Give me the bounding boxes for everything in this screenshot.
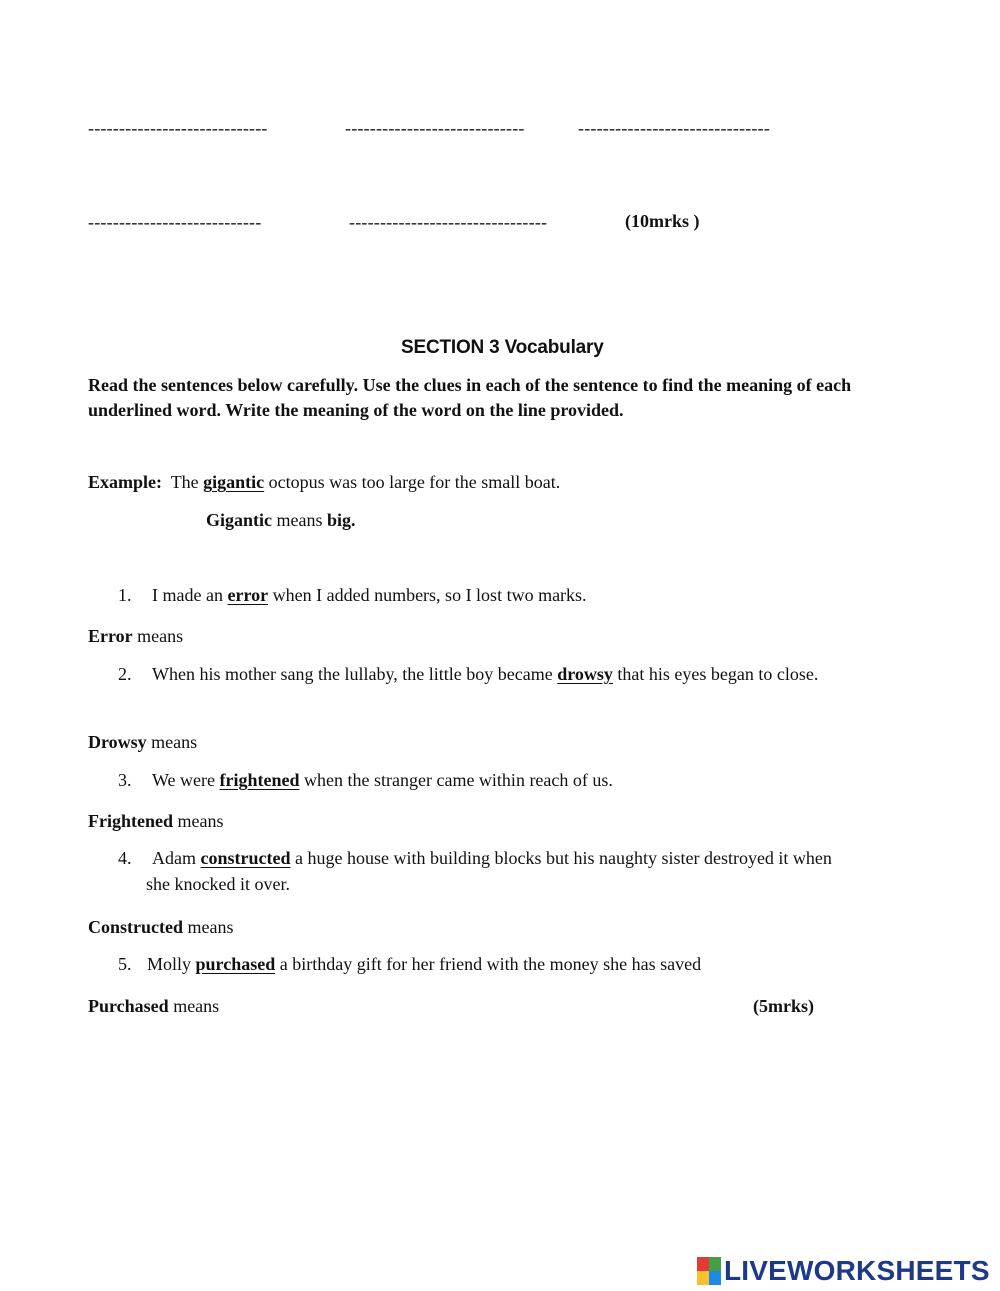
question-number: 3. (118, 770, 132, 790)
prompt-word: Drowsy (88, 732, 147, 752)
instructions: Read the sentences below carefully. Use the clues in each of the sentence to find the meaning of each underlined word. Write the meaning of the word on the line provided. (88, 375, 852, 420)
logo-mark-cell (709, 1271, 721, 1285)
prompt-1 (88, 626, 183, 647)
prompt-rest: means (177, 811, 224, 831)
question-number: 1. (118, 585, 132, 605)
logo-text: LIVEWORKSHEETS (724, 1255, 990, 1286)
answer-line-1: ----------------------------- (88, 118, 268, 138)
logo-mark-cell (709, 1257, 721, 1271)
question-number: 2. (118, 664, 132, 684)
question-word: error (227, 585, 269, 605)
prompt-4 (88, 917, 233, 938)
question-post: when I added numbers, so I lost two marks. (272, 585, 587, 605)
question-4 (118, 848, 832, 869)
question-pre: I made an (152, 585, 223, 605)
answer-line-4: ---------------------------- (88, 212, 262, 232)
example-answer-word: Gigantic (206, 510, 272, 530)
example-answer-value: big. (326, 510, 356, 530)
example-word: gigantic (203, 472, 265, 492)
question-post: a huge house with building blocks but his naughty sister destroyed it when (294, 848, 832, 868)
question-post: a birthday gift for her friend with the money she has saved (279, 954, 702, 974)
question-4-continued: she knocked it over. (146, 874, 290, 894)
question-3 (118, 770, 613, 791)
example-answer-mid: means (276, 510, 323, 530)
section-title: SECTION 3 Vocabulary (401, 337, 604, 358)
prompt-rest: means (173, 996, 220, 1016)
example-label: Example: (88, 472, 162, 492)
question-1 (118, 585, 587, 606)
liveworksheets-logo[interactable] (697, 1256, 990, 1286)
example-pre: The (170, 472, 199, 492)
question-post: that his eyes began to close. (617, 664, 819, 684)
prompt-word: Constructed (88, 917, 183, 937)
answer-line-5: -------------------------------- (349, 212, 548, 232)
question-pre: Molly (147, 954, 192, 974)
example-post: octopus was too large for the small boat. (268, 472, 561, 492)
question-word: frightened (219, 770, 300, 790)
example-sentence (88, 472, 560, 493)
answer-line-3: ------------------------------- (578, 118, 771, 138)
question-post: when the stranger came within reach of us. (304, 770, 613, 790)
prompt-word: Frightened (88, 811, 173, 831)
prompt-5 (88, 996, 219, 1017)
question-word: drowsy (557, 664, 613, 684)
prompt-word: Error (88, 626, 133, 646)
question-number: 5. (118, 954, 132, 974)
prompt-3 (88, 811, 223, 832)
prompt-word: Purchased (88, 996, 169, 1016)
prompt-rest: means (151, 732, 198, 752)
prompt-rest: means (187, 917, 234, 937)
logo-mark-icon (697, 1257, 721, 1285)
example-answer (206, 510, 356, 531)
question-2 (118, 664, 818, 685)
question-word: purchased (195, 954, 276, 974)
marks-10: (10mrks ) (625, 211, 700, 231)
logo-mark-cell (697, 1257, 709, 1271)
question-pre: When his mother sang the lullaby, the little boy became (152, 664, 553, 684)
answer-line-2: ----------------------------- (345, 118, 525, 138)
logo-mark-cell (697, 1271, 709, 1285)
question-pre: Adam (152, 848, 196, 868)
marks-5: (5mrks) (753, 996, 814, 1016)
question-word: constructed (200, 848, 291, 868)
question-pre: We were (152, 770, 216, 790)
question-number: 4. (118, 848, 132, 868)
question-5 (118, 954, 701, 975)
prompt-rest: means (137, 626, 184, 646)
prompt-2 (88, 732, 197, 753)
